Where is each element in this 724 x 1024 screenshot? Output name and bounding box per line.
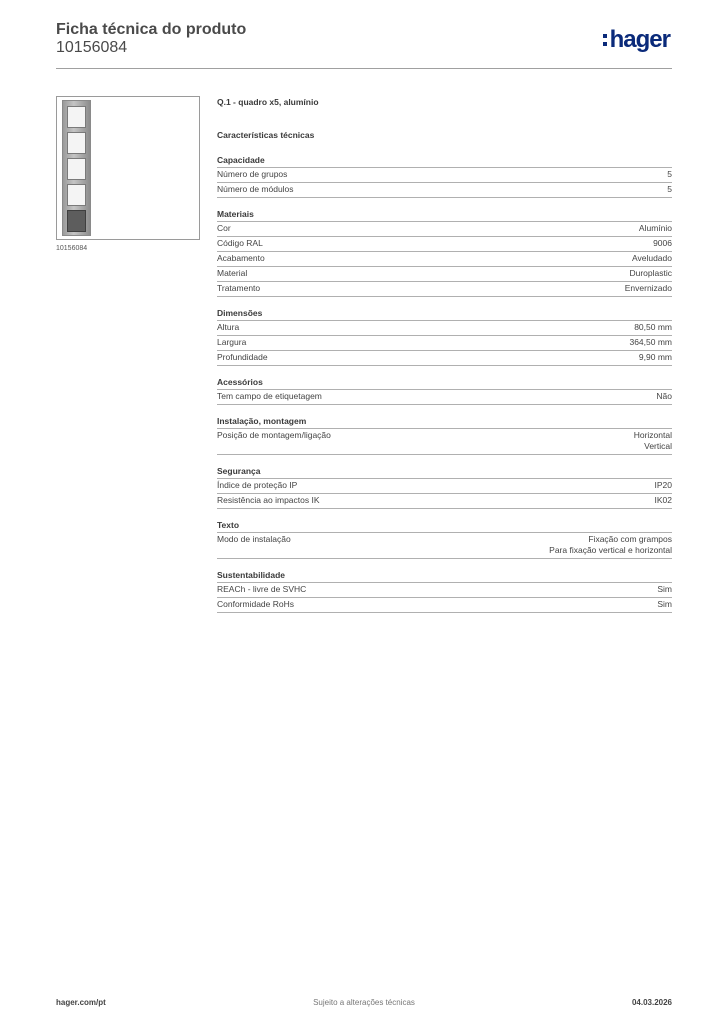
section-title: Texto xyxy=(217,519,672,533)
page-header xyxy=(56,20,672,68)
header-divider xyxy=(56,68,672,69)
spec-row xyxy=(217,267,672,282)
product-name: Q.1 - quadro x5, alumínio xyxy=(217,97,319,107)
spec-value xyxy=(667,169,672,180)
spec-section xyxy=(217,569,672,613)
spec-value-line: 9,90 mm xyxy=(638,352,672,362)
spec-label: Material xyxy=(217,268,248,278)
image-caption: 10156084 xyxy=(56,245,88,252)
spec-sections xyxy=(217,154,672,613)
spec-value-line: Envernizado xyxy=(624,283,672,293)
spec-row xyxy=(217,533,672,559)
spec-section xyxy=(217,376,672,405)
spec-value xyxy=(632,253,672,264)
spec-value-line: Horizontal xyxy=(633,430,672,440)
spec-value xyxy=(634,430,672,452)
spec-section xyxy=(217,465,672,509)
spec-label: Resistência ao impactos IK xyxy=(217,495,320,505)
spec-label: Conformidade RoHs xyxy=(217,599,295,609)
spec-row xyxy=(217,479,672,494)
spec-section xyxy=(217,307,672,366)
section-title: Dimensões xyxy=(217,307,672,321)
spec-value xyxy=(639,223,672,234)
spec-row xyxy=(217,429,672,455)
spec-value xyxy=(629,337,672,348)
spec-value xyxy=(634,322,672,333)
product-content xyxy=(217,96,672,623)
characteristics-title: Características técnicas xyxy=(217,130,315,140)
spec-value-line: 364,50 mm xyxy=(629,337,672,347)
spec-value xyxy=(653,238,672,249)
spec-row xyxy=(217,237,672,252)
spec-row xyxy=(217,336,672,351)
spec-row xyxy=(217,321,672,336)
spec-row xyxy=(217,222,672,237)
spec-label: Altura xyxy=(217,322,240,332)
section-title: Materiais xyxy=(217,208,672,222)
spec-label: Tratamento xyxy=(217,283,261,293)
spec-value xyxy=(629,268,672,279)
spec-section xyxy=(217,519,672,559)
spec-row xyxy=(217,183,672,198)
spec-value xyxy=(657,599,672,610)
spec-value-line: Para fixação vertical e horizontal xyxy=(549,545,672,555)
logo-dots-icon xyxy=(603,26,608,46)
frame-slot xyxy=(67,158,86,180)
spec-value-line: Duroplastic xyxy=(629,268,672,278)
spec-section xyxy=(217,208,672,297)
spec-value xyxy=(667,184,672,195)
spec-value-line: 5 xyxy=(667,184,672,194)
spec-value-line: 80,50 mm xyxy=(634,322,672,332)
spec-row xyxy=(217,168,672,183)
spec-label: Cor xyxy=(217,223,231,233)
spec-value-line: Não xyxy=(656,391,672,401)
section-title: Sustentabilidade xyxy=(217,569,672,583)
spec-value-line: IK02 xyxy=(654,495,672,505)
frame-slot xyxy=(67,132,86,154)
hager-logo xyxy=(603,26,670,54)
spec-label: Largura xyxy=(217,337,247,347)
spec-value xyxy=(655,480,673,491)
section-title: Instalação, montagem xyxy=(217,415,672,429)
spec-label: Número de módulos xyxy=(217,184,294,194)
spec-label: Acabamento xyxy=(217,253,265,263)
section-title: Acessórios xyxy=(217,376,672,390)
spec-label: Número de grupos xyxy=(217,169,288,179)
spec-label: Tem campo de etiquetagem xyxy=(217,391,322,401)
spec-row xyxy=(217,252,672,267)
spec-value-line: Sim xyxy=(657,584,672,594)
spec-value-line: IP20 xyxy=(654,480,672,490)
spec-value-line: 9006 xyxy=(653,238,672,248)
spec-row xyxy=(217,351,672,366)
spec-value xyxy=(655,495,673,506)
spec-label: Código RAL xyxy=(217,238,263,248)
product-number: 10156084 xyxy=(56,39,128,56)
spec-row xyxy=(217,583,672,598)
spec-value-line: Vertical xyxy=(644,441,672,451)
frame-slot xyxy=(67,210,86,232)
spec-label: Modo de instalação xyxy=(217,534,291,544)
section-title: Capacidade xyxy=(217,154,672,168)
spec-value xyxy=(657,584,672,595)
spec-value-line: Fixação com grampos xyxy=(588,534,672,544)
spec-row xyxy=(217,282,672,297)
spec-row xyxy=(217,494,672,509)
spec-label: Profundidade xyxy=(217,352,268,362)
frame-slot xyxy=(67,106,86,128)
spec-value xyxy=(639,352,672,363)
spec-value xyxy=(656,391,672,402)
spec-section xyxy=(217,154,672,198)
spec-section xyxy=(217,415,672,455)
product-image xyxy=(56,96,200,240)
spec-label: Índice de proteção IP xyxy=(217,480,298,490)
frame-slot xyxy=(67,184,86,206)
logo-text: hager xyxy=(609,26,670,53)
spec-value xyxy=(625,283,672,294)
spec-value-line: Alumínio xyxy=(638,223,672,233)
document-title: Ficha técnica do produto xyxy=(56,21,247,38)
spec-label: REACh - livre de SVHC xyxy=(217,584,307,594)
spec-value-line: 5 xyxy=(667,169,672,179)
frame-icon xyxy=(62,100,91,236)
spec-value xyxy=(549,534,672,556)
spec-value-line: Aveludado xyxy=(631,253,672,263)
spec-row xyxy=(217,390,672,405)
footer-disclaimer: Sujeito a alterações técnicas xyxy=(313,998,415,1007)
footer-website[interactable]: hager.com/pt xyxy=(56,998,106,1007)
section-title: Segurança xyxy=(217,465,672,479)
spec-label: Posição de montagem/ligação xyxy=(217,430,331,440)
footer-date: 04.03.2026 xyxy=(631,998,672,1007)
spec-value-line: Sim xyxy=(657,599,672,609)
spec-row xyxy=(217,598,672,613)
